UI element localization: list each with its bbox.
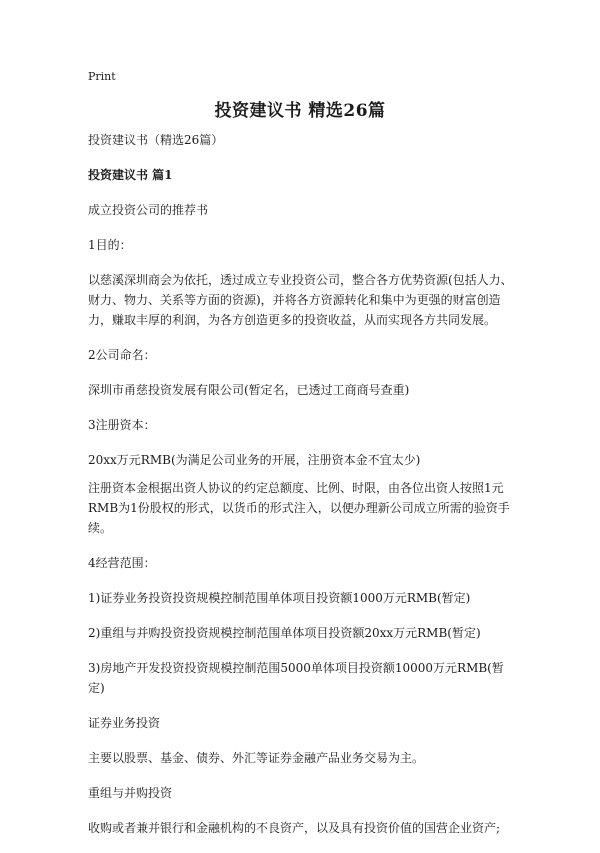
paragraph: 深圳市甬慈投资发展有限公司(暂定名，已透过工商商号查重) [88, 383, 410, 397]
paragraph: 证券业务投资 [88, 716, 161, 730]
paragraph: 4经营范围： [88, 556, 156, 570]
print-label: Print [88, 70, 116, 83]
paragraph: 3注册资本： [88, 418, 156, 432]
paragraph: 以慈溪深圳商会为依托，透过成立专业投资公司，整合各方优势资源(包括人力、财力、物力、关系等方面的资源)，并将各方资源转化和集中为更强的财富创造力，赚取丰厚的利润，为各方创造更多的投资收益，从而实现各方共同发展。 [88, 273, 513, 327]
paragraph: 收购或者兼并银行和金融机构的不良资产，以及具有投资价值的国营企业资产; [88, 821, 501, 835]
document-title: 投资建议书 精选26篇 [214, 101, 386, 121]
paragraph: 3)房地产开发投资投资规模控制范围5000单体项目投资额10000万元RMB(暂定) [88, 661, 504, 695]
paragraph: 2)重组与并购投资投资规模控制范围单体项目投资额20xx万元RMB(暂定) [88, 626, 481, 640]
paragraph: 1目的： [88, 238, 132, 252]
paragraph: 注册资本金根据出资人协议的约定总额度、比例、时限，由各位出资人按照1元RMB为1份股权的形式，以货币的形式注入，以便办理新公司成立所需的验资手续。 [88, 481, 510, 535]
paragraph: 2公司命名： [88, 348, 156, 362]
document-body [88, 130, 520, 853]
paragraph: 成立投资公司的推荐书 [88, 203, 209, 217]
paragraph: 20xx万元RMB(为满足公司业务的开展，注册资本金不宜太少) [88, 453, 421, 467]
section-heading: 投资建议书 篇1 [88, 168, 173, 182]
paragraph: 主要以股票、基金、债券、外汇等证券金融产品业务交易为主。 [88, 751, 425, 765]
paragraph: 1)证券业务投资投资规模控制范围单体项目投资额1000万元RMB(暂定) [88, 591, 471, 605]
document-subtitle: 投资建议书（精选26篇） [88, 133, 224, 147]
paragraph: 重组与并购投资 [88, 786, 173, 800]
